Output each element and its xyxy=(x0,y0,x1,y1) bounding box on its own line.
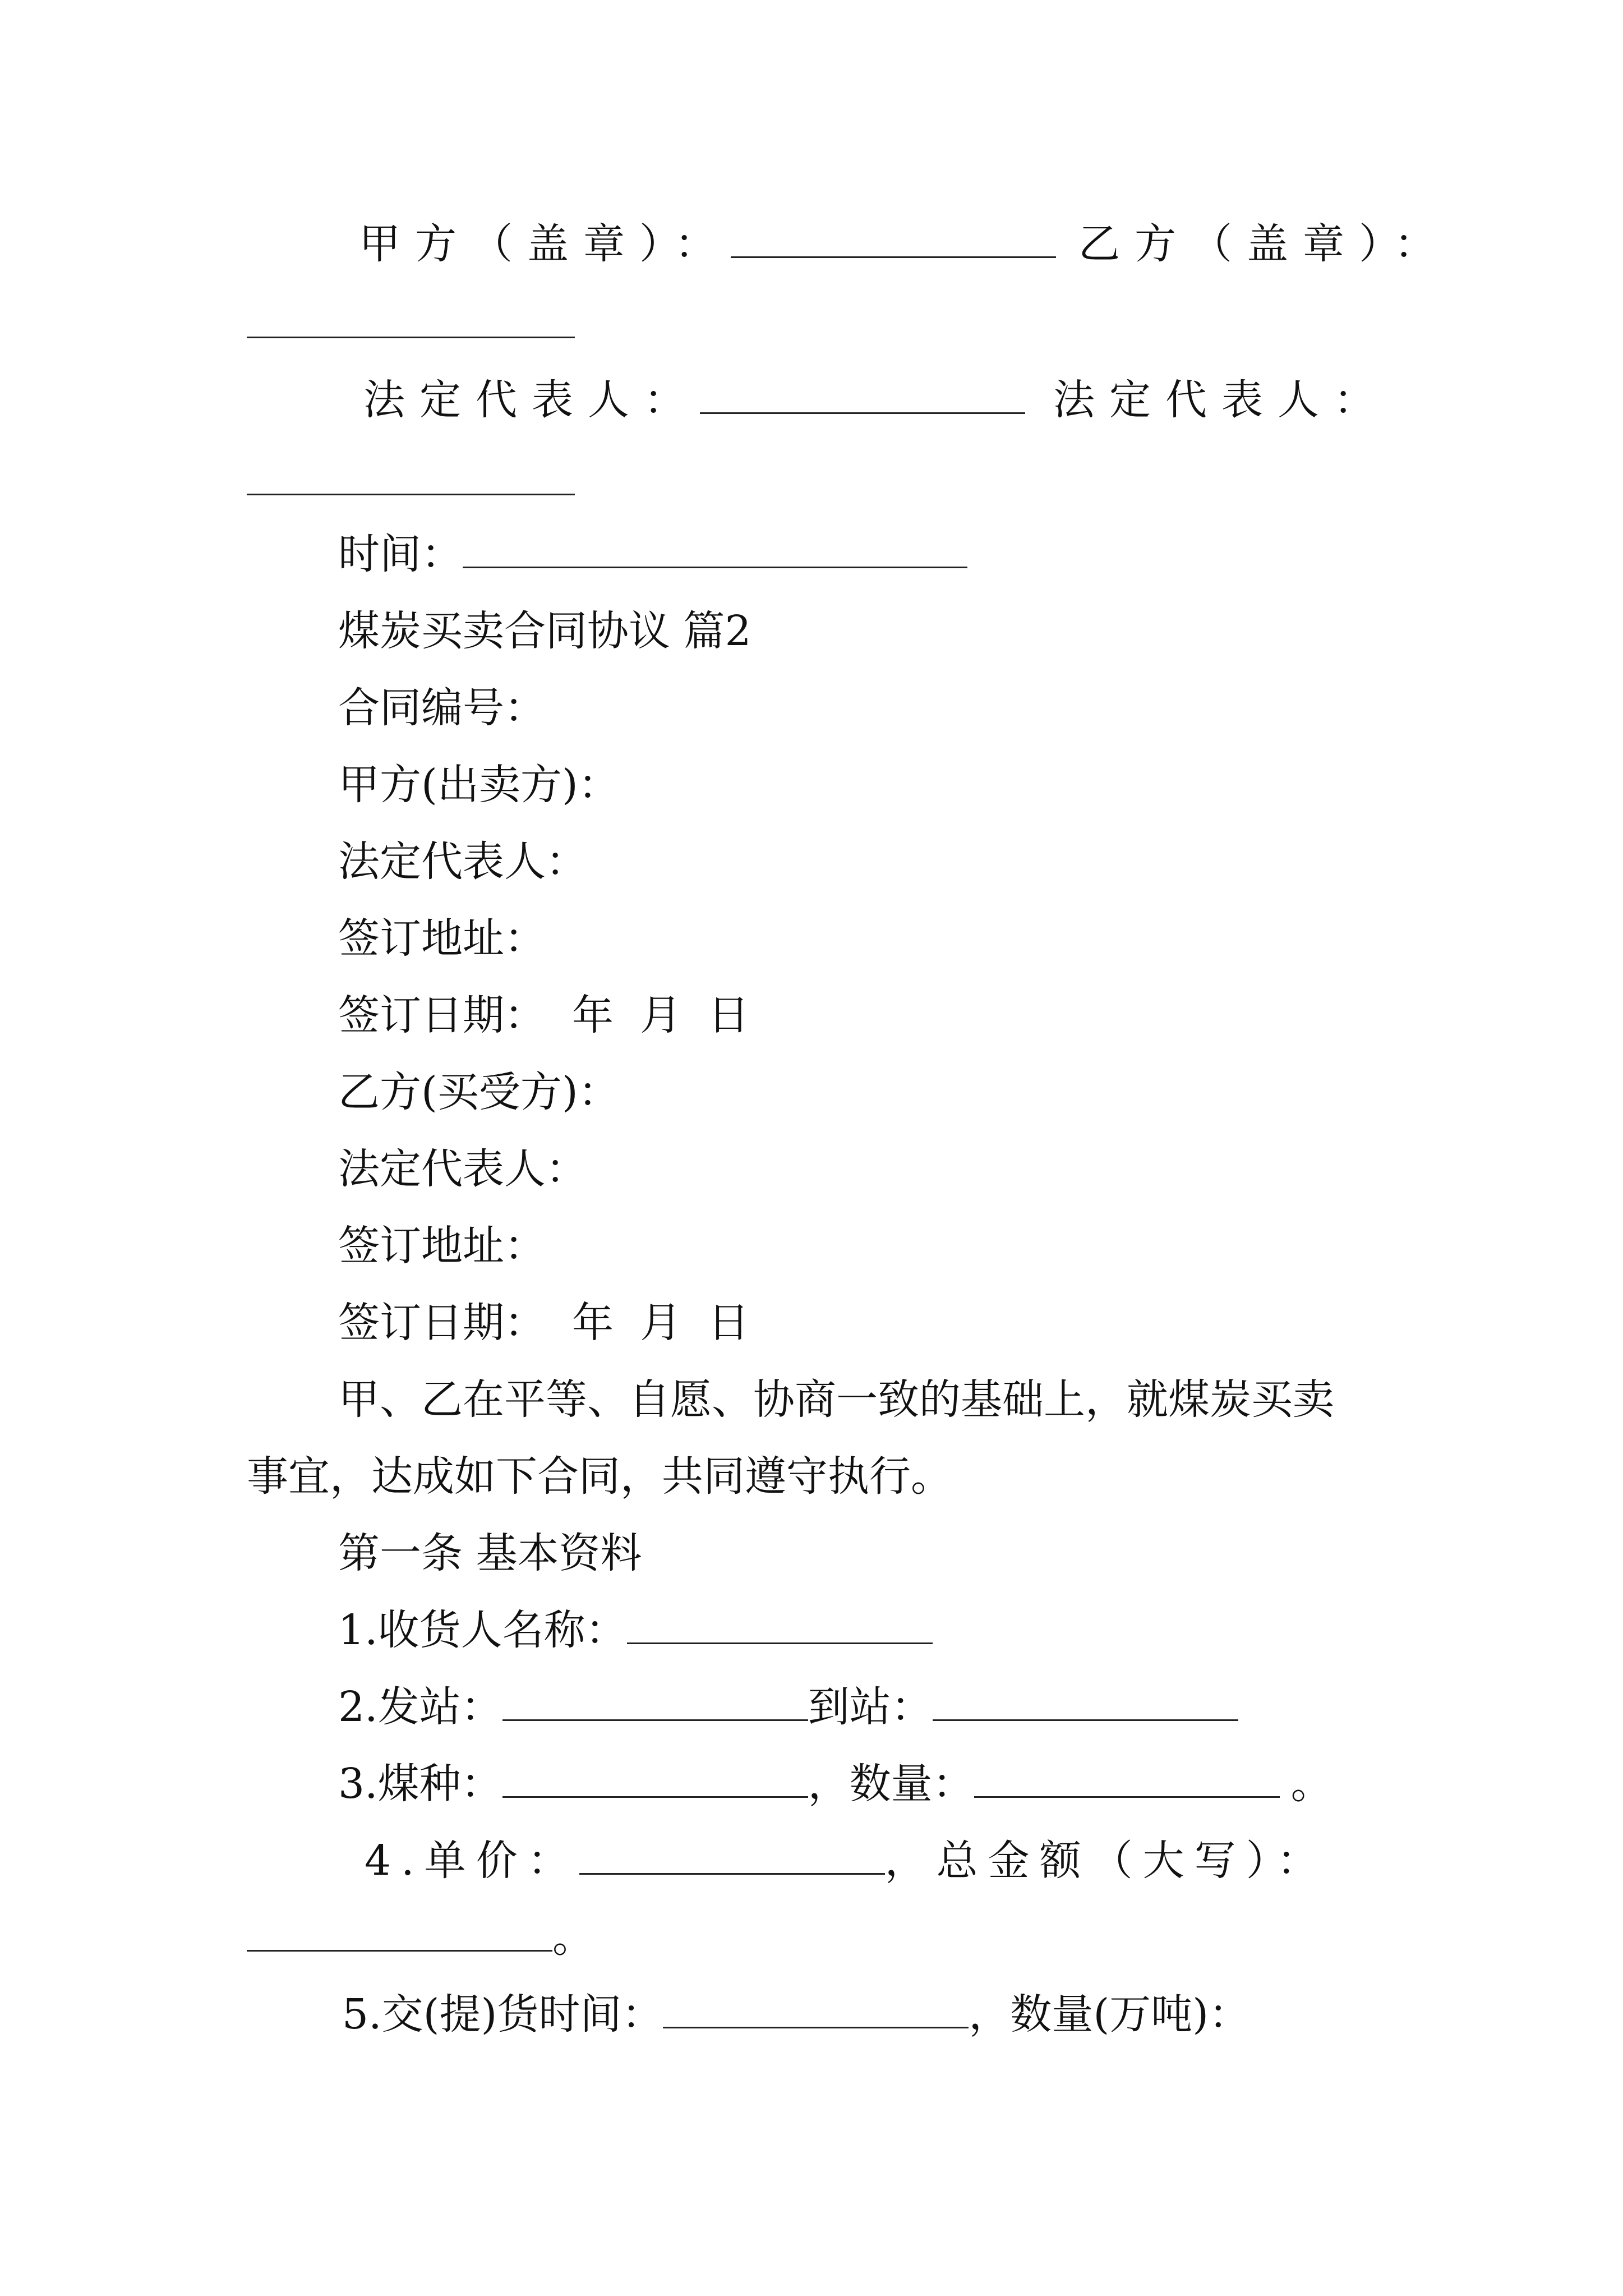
party-b-heading: 乙方(买受方)： xyxy=(338,1068,620,1116)
article-1-item-1 xyxy=(338,1602,933,1658)
item-4-end: 。 xyxy=(552,1913,594,1962)
arrival-station-blank xyxy=(933,1680,1238,1721)
delivery-time-label: 5.交(提)货时间： xyxy=(342,1990,663,2039)
party-a-sign-address: 签订地址： xyxy=(338,914,546,963)
article-1-item-4 xyxy=(365,1833,1329,1889)
article-1-item-4-cont xyxy=(247,1910,594,1966)
total-amount-blank xyxy=(247,1911,552,1952)
quantity-blank xyxy=(974,1757,1280,1798)
party-b-seal-label: 乙方（盖章）： xyxy=(1078,220,1450,268)
article-1-item-3 xyxy=(338,1756,1332,1812)
time-row xyxy=(338,526,967,582)
consignee-label: 1.收货人名称： xyxy=(338,1606,627,1654)
quantity-label: ，数量： xyxy=(808,1760,974,1808)
party-b-sign-address: 签订地址： xyxy=(338,1222,546,1270)
unit-price-label: 4.单价： xyxy=(365,1837,579,1885)
unit-price-blank xyxy=(579,1834,885,1875)
intro-line-1: 甲、乙在平等、自愿、协商一致的基础上，就煤炭买卖 xyxy=(338,1375,1334,1424)
legal-rep-a-blank xyxy=(700,373,1025,414)
intro-line-2: 事宜，达成如下合同，共同遵守执行。 xyxy=(247,1452,952,1501)
delivery-time-blank xyxy=(663,1987,969,2028)
signature-row-seal xyxy=(359,216,1450,272)
article-1-item-5 xyxy=(342,1986,1250,2042)
party-a-seal-blank xyxy=(731,217,1056,258)
party-a-legal-rep: 法定代表人： xyxy=(338,838,587,886)
time-blank xyxy=(463,527,967,568)
coal-type-blank xyxy=(502,1757,808,1798)
consignee-blank xyxy=(627,1603,933,1644)
party-b-legal-rep: 法定代表人： xyxy=(338,1145,587,1193)
departure-station-blank xyxy=(502,1680,808,1721)
contract-no-label: 合同编号： xyxy=(338,684,546,732)
delivery-quantity-label: ，数量(万吨)： xyxy=(969,1990,1251,2039)
departure-station-label: 2.发站： xyxy=(338,1683,502,1731)
signature-row-legal-rep xyxy=(363,372,1390,428)
legal-rep-label-b: 法定代表人： xyxy=(1053,376,1390,424)
page-title: 煤炭买卖合同协议 篇2 xyxy=(338,607,751,655)
party-b-seal-blank xyxy=(247,337,575,338)
party-a-heading: 甲方(出卖方)： xyxy=(338,761,620,809)
party-a-seal-label: 甲方（盖章）： xyxy=(359,220,731,268)
party-a-sign-date: 签订日期： 年 月 日 xyxy=(338,991,750,1039)
article-1-heading: 第一条 基本资料 xyxy=(338,1529,642,1577)
item-3-end: 。 xyxy=(1290,1760,1332,1808)
total-amount-label: ，总金额（大写）： xyxy=(884,1837,1329,1885)
party-b-sign-date: 签订日期： 年 月 日 xyxy=(338,1299,750,1347)
article-1-item-2 xyxy=(338,1679,1238,1735)
legal-rep-b-blank xyxy=(247,494,575,495)
arrival-station-label: 到站： xyxy=(808,1683,933,1731)
time-label: 时间： xyxy=(338,530,463,578)
coal-type-label: 3.煤种： xyxy=(338,1760,502,1808)
legal-rep-label-a: 法定代表人： xyxy=(363,376,700,424)
